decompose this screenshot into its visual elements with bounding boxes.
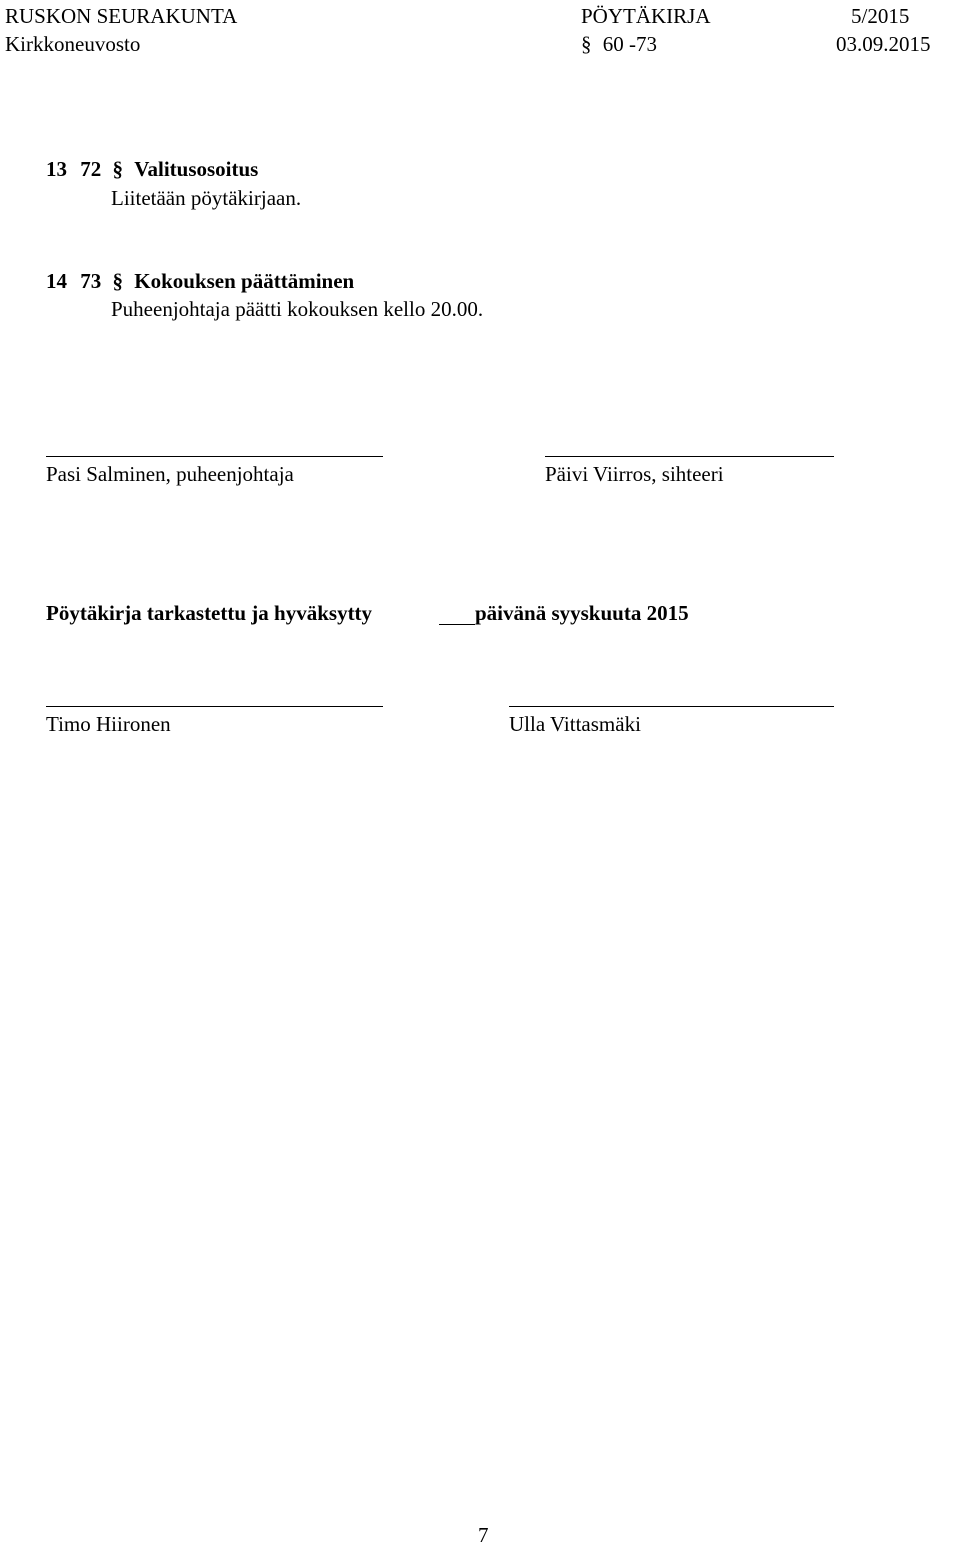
agenda-item-14-heading xyxy=(46,271,354,292)
reviewer-2-name: Ulla Vittasmäki xyxy=(509,712,641,736)
agenda-item-13-heading xyxy=(46,159,258,180)
agenda-item-14-text: Puheenjohtaja päätti kokouksen kello 20.00. xyxy=(111,297,484,321)
agenda-item-title: Kokouksen päättäminen xyxy=(134,269,355,293)
agenda-item-title: Valitusosoitus xyxy=(134,157,259,181)
secretary-signature-name: Päivi Viirros, sihteeri xyxy=(545,462,724,486)
page-number: 7 xyxy=(478,1523,489,1547)
agenda-section-number: 72 xyxy=(80,157,102,181)
header-body-name: Kirkkoneuvosto xyxy=(5,32,141,56)
reviewer-1-name: Timo Hiironen xyxy=(46,712,171,736)
section-range-value: 60 -73 xyxy=(602,32,657,56)
chair-signature-line xyxy=(46,456,383,457)
section-symbol: § xyxy=(112,269,123,293)
agenda-item-number: 14 xyxy=(46,269,67,293)
header-document-number: 5/2015 xyxy=(851,4,910,28)
header-document-type: PÖYTÄKIRJA xyxy=(581,4,711,28)
section-symbol: § xyxy=(112,157,123,181)
chair-signature-name: Pasi Salminen, puheenjohtaja xyxy=(46,462,294,486)
reviewer-2-signature-line xyxy=(509,706,834,707)
agenda-item-13-text: Liitetään pöytäkirjaan. xyxy=(111,186,302,210)
review-day-blank xyxy=(439,624,475,625)
secretary-signature-line xyxy=(545,456,834,457)
section-symbol: § xyxy=(581,32,592,56)
header-date: 03.09.2015 xyxy=(836,32,931,56)
review-statement-after: päivänä syyskuuta 2015 xyxy=(475,601,689,625)
reviewer-1-signature-line xyxy=(46,706,383,707)
agenda-section-number: 73 xyxy=(80,269,102,293)
agenda-item-number: 13 xyxy=(46,157,67,181)
header-organization: RUSKON SEURAKUNTA xyxy=(5,4,238,28)
header-section-range xyxy=(581,34,657,55)
review-statement-before: Pöytäkirja tarkastettu ja hyväksytty xyxy=(46,601,373,625)
